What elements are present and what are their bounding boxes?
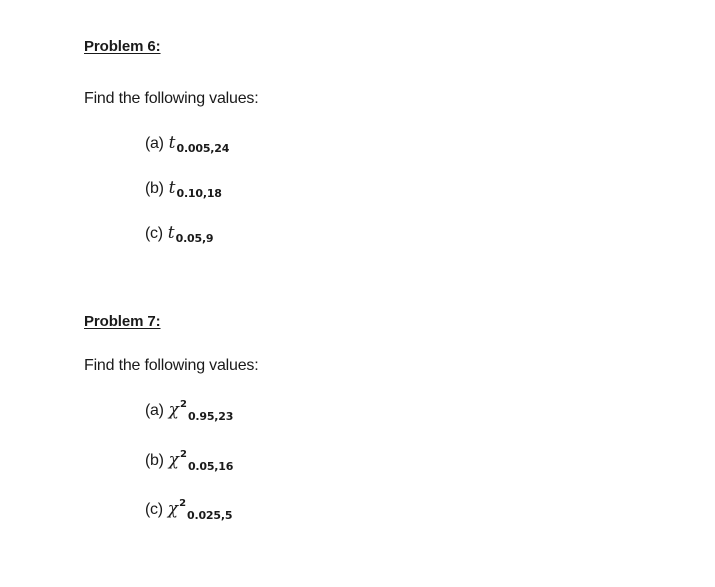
t-symbol: t: [168, 133, 176, 153]
item-label: (b): [145, 452, 164, 469]
problem-6-item-c: [145, 223, 213, 243]
item-label: (a): [145, 402, 164, 419]
item-label: (c): [145, 501, 163, 518]
subscript: 0.05,16: [187, 460, 234, 473]
subscript: 0.10,18: [176, 187, 222, 200]
chi-symbol: χ: [168, 400, 179, 420]
problem-7-heading: Problem 7:: [84, 313, 161, 330]
chi-symbol: χ: [167, 499, 179, 519]
problem-7-instructions: Find the following values:: [84, 357, 259, 374]
chi-symbol: χ: [168, 450, 179, 470]
problem-7-item-a: [145, 399, 234, 423]
item-label: (c): [145, 225, 163, 242]
subscript: 0.025,5: [187, 509, 233, 522]
t-symbol: t: [168, 178, 176, 198]
subscript: 0.005,24: [176, 142, 230, 155]
problem-7-item-b: [145, 449, 234, 473]
problem-7-item-c: [145, 498, 233, 522]
item-label: (b): [145, 180, 164, 197]
superscript: 2: [179, 399, 187, 410]
item-label: (a): [145, 135, 164, 152]
superscript: 2: [179, 449, 187, 460]
subscript: 0.95,23: [187, 410, 234, 423]
superscript: 2: [179, 498, 187, 509]
problem-6-instructions: Find the following values:: [84, 90, 259, 107]
subscript: 0.05,9: [175, 232, 214, 245]
problem-6-heading: Problem 6:: [84, 38, 161, 55]
problem-6-item-b: [145, 178, 222, 198]
t-symbol: t: [167, 223, 175, 243]
problem-6-item-a: [145, 133, 229, 153]
